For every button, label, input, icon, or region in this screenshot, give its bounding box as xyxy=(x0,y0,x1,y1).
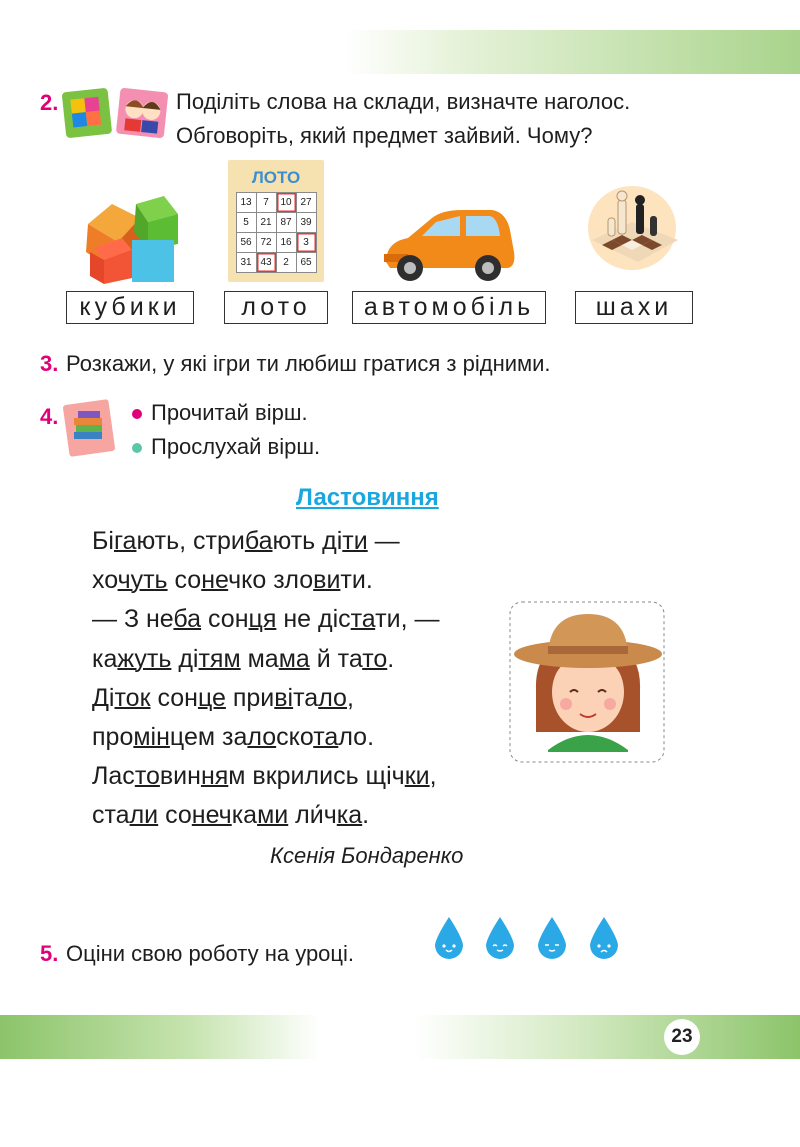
lotto-cell: 72 xyxy=(256,233,276,253)
green-bullet-icon xyxy=(132,443,142,453)
lotto-cell: 13 xyxy=(236,193,256,213)
word-box-chess: шахи xyxy=(575,291,693,324)
stressed-syllable: ня xyxy=(200,762,229,790)
lotto-cell: 10 xyxy=(276,193,296,213)
drop-calm-icon[interactable] xyxy=(535,915,569,961)
stressed-syllable: ви xyxy=(313,566,341,594)
lotto-cell: 2 xyxy=(276,253,296,273)
poem-text: Лас xyxy=(92,762,135,790)
lotto-cell: 16 xyxy=(276,233,296,253)
poem-text: м вкри xyxy=(228,762,305,790)
poem-text: ли́ч xyxy=(288,801,337,829)
orange-car-image xyxy=(380,206,518,282)
poem-text: ють xyxy=(272,527,323,555)
stressed-syllable: га xyxy=(113,527,137,555)
stressed-syllable: ло xyxy=(247,723,277,751)
poem-text: ка xyxy=(92,645,118,673)
word-box-cubes: кубики xyxy=(66,291,194,324)
task-2-line-1: Поділіть слова на склади, визначте наголос. xyxy=(176,89,631,114)
lotto-card xyxy=(228,160,324,282)
lotto-cell: 39 xyxy=(296,213,316,233)
lotto-cell: 21 xyxy=(256,213,276,233)
footer-band-right xyxy=(415,1015,800,1059)
stressed-syllable: ця xyxy=(248,605,277,633)
stressed-syllable: жуть xyxy=(117,645,172,673)
poem-text: ка xyxy=(231,801,258,829)
drop-happy-icon[interactable] xyxy=(432,915,466,961)
poem-text: про xyxy=(92,723,134,751)
poem-text: Ді xyxy=(92,684,115,712)
word-box-lotto: лото xyxy=(224,291,328,324)
lotto-cell: 31 xyxy=(236,253,256,273)
task-4-listen: Прослухай вірш. xyxy=(151,434,321,459)
poem-text: лись щіч xyxy=(304,762,405,790)
poem-line xyxy=(92,566,373,595)
poem-text: ло. xyxy=(338,723,375,751)
stressed-syllable: то xyxy=(134,762,160,790)
poem-text: ють, стри xyxy=(136,527,245,555)
title-syllable: вин xyxy=(366,484,411,511)
lotto-title: ЛОТО xyxy=(251,168,301,187)
stressed-syllable: неч xyxy=(191,801,232,829)
task-5-text: Оціни свою роботу на уроці. xyxy=(66,941,355,966)
title-syllable: ня xyxy=(410,484,439,511)
poem-text: — xyxy=(367,527,400,555)
stressed-syllable: мін xyxy=(133,723,170,751)
poem-text: ма xyxy=(240,645,279,673)
stressed-syllable: ві xyxy=(274,684,294,712)
poem-line xyxy=(92,684,354,713)
books-icon xyxy=(62,398,116,458)
stressed-syllable: ти xyxy=(342,527,368,555)
lotto-cell: 27 xyxy=(296,193,316,213)
lotto-cell: 3 xyxy=(296,233,316,253)
poem-text: , xyxy=(346,684,354,712)
stressed-syllable: то xyxy=(362,645,388,673)
toy-cubes-image xyxy=(82,188,182,284)
page-number: 23 xyxy=(664,1019,700,1055)
poem-text: со xyxy=(167,566,202,594)
poem-title xyxy=(296,484,439,512)
stressed-syllable: та xyxy=(313,723,339,751)
stressed-syllable: чуть xyxy=(117,566,168,594)
stressed-syllable: ма xyxy=(278,645,310,673)
lotto-cell: 7 xyxy=(256,193,276,213)
stressed-syllable: ба xyxy=(244,527,273,555)
poem-line xyxy=(92,645,394,674)
drop-sad-icon[interactable] xyxy=(587,915,621,961)
poem-text: цем за xyxy=(169,723,248,751)
poem-text: чко зло xyxy=(228,566,314,594)
lotto-cell: 5 xyxy=(236,213,256,233)
lotto-cell: 56 xyxy=(236,233,256,253)
poem-text: сон xyxy=(150,684,198,712)
title-syllable: то xyxy=(340,484,367,511)
task-2-line-2: Обговоріть, який предмет зайвий. Чому? xyxy=(176,123,593,148)
poem-text: при xyxy=(225,684,275,712)
poem-author: Ксенія Бондаренко xyxy=(270,843,464,868)
poem-text: хо xyxy=(92,566,118,594)
stressed-syllable: тям xyxy=(198,645,241,673)
poem-text: ско xyxy=(276,723,314,751)
stressed-syllable: ба xyxy=(173,605,202,633)
stressed-syllable: ло xyxy=(318,684,347,712)
footer-band-left xyxy=(0,1015,320,1059)
poem-text: ді xyxy=(322,527,343,555)
title-syllable: Лас xyxy=(296,484,341,511)
poem-text: — З не xyxy=(92,605,174,633)
stressed-syllable: не xyxy=(201,566,229,594)
lotto-grid xyxy=(236,192,317,273)
lotto-cell: 65 xyxy=(296,253,316,273)
poem-line xyxy=(92,801,369,830)
task-3-text: Розкажи, у які ігри ти любиш гратися з рідними. xyxy=(66,351,551,376)
lotto-cell: 43 xyxy=(256,253,276,273)
poem-text: Бі xyxy=(92,527,114,555)
poem-text: та xyxy=(293,684,319,712)
poem-text: со xyxy=(158,801,192,829)
poem-text: сон xyxy=(201,605,249,633)
pink-bullet-icon xyxy=(132,409,142,419)
poem-text: й та xyxy=(309,645,363,673)
poem-line xyxy=(92,723,374,752)
stressed-syllable: ток xyxy=(114,684,151,712)
task-4-bullet-1 xyxy=(132,397,308,429)
poem-text: . xyxy=(362,801,370,829)
poem-text: ти. xyxy=(340,566,373,594)
lotto-cell: 87 xyxy=(276,213,296,233)
poem-text: ста xyxy=(92,801,130,829)
poem-line xyxy=(92,762,437,791)
girl-illustration xyxy=(508,600,666,764)
poem-text: ти, — xyxy=(375,605,440,633)
task-4-bullet-2 xyxy=(132,431,320,463)
task-5-number: 5. xyxy=(40,941,59,966)
drop-smile-icon[interactable] xyxy=(483,915,517,961)
header-band xyxy=(345,30,800,74)
stressed-syllable: ки xyxy=(404,762,430,790)
poem-text: не діс xyxy=(276,605,351,633)
poem-text: вин xyxy=(159,762,201,790)
stressed-syllable: та xyxy=(350,605,376,633)
stressed-syllable: ка xyxy=(336,801,363,829)
poem-text: , xyxy=(429,762,437,790)
poem-line xyxy=(92,527,400,556)
task-4-read: Прочитай вірш. xyxy=(151,400,308,425)
task-2-number: 2. xyxy=(40,90,59,115)
stressed-syllable: ли xyxy=(129,801,159,829)
stressed-syllable: це xyxy=(197,684,226,712)
task-4-number: 4. xyxy=(40,404,59,429)
cubes-and-children-icon xyxy=(60,84,172,144)
stressed-syllable: ми xyxy=(257,801,289,829)
poem-text: ді xyxy=(171,645,199,673)
task-3-number: 3. xyxy=(40,351,59,376)
word-box-car: автомобіль xyxy=(352,291,546,324)
poem-text: . xyxy=(387,645,395,673)
chess-image xyxy=(588,182,682,272)
poem-line xyxy=(92,605,439,634)
